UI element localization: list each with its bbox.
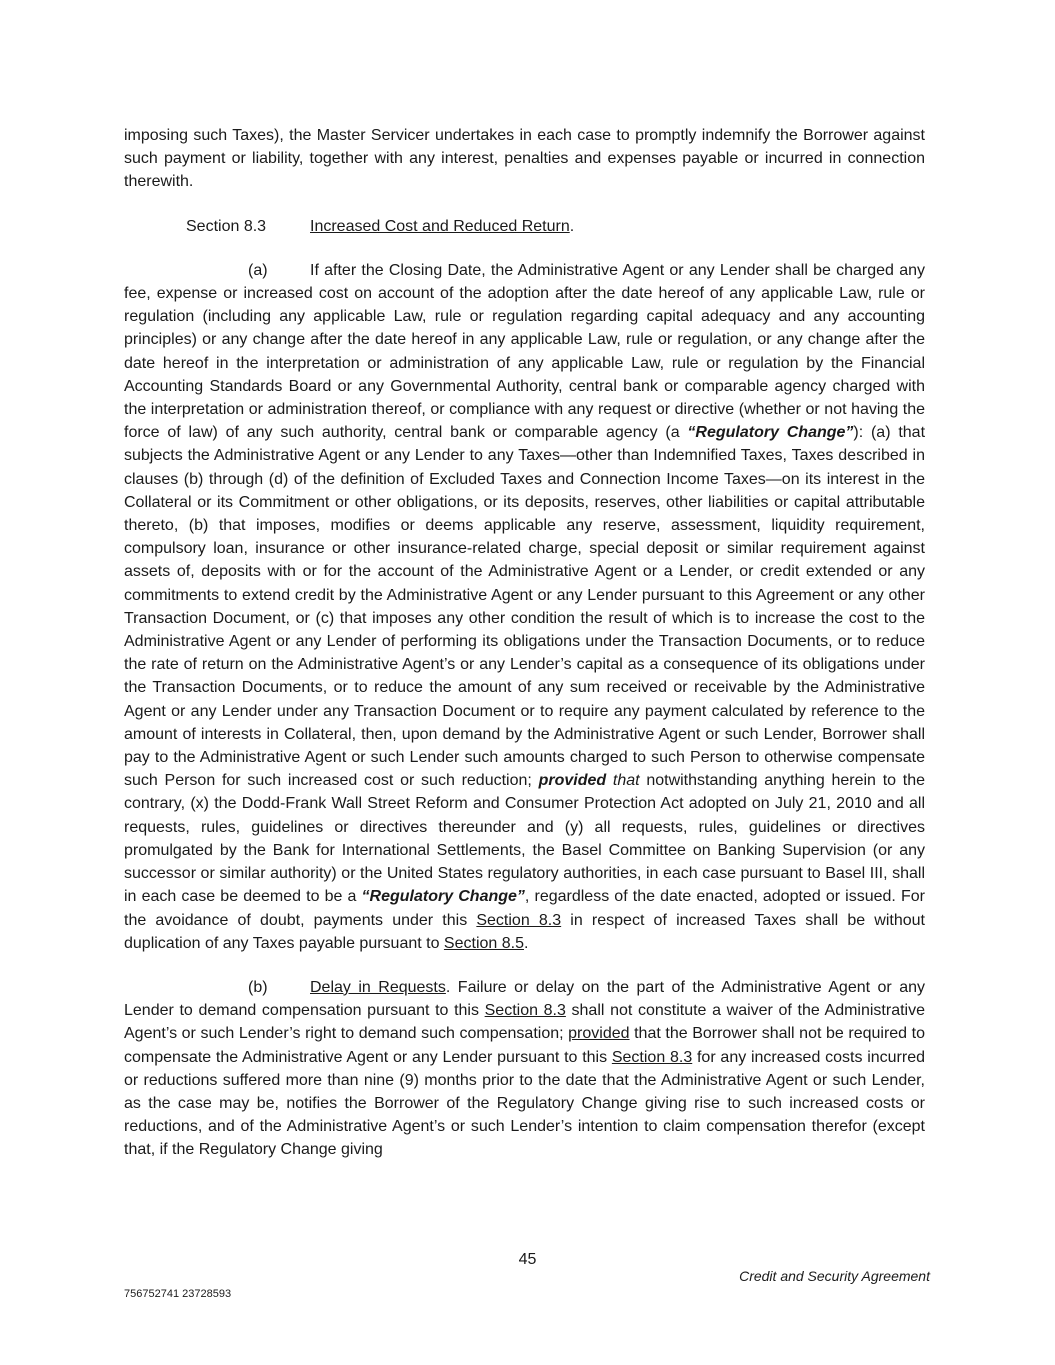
paragraph-b-text-2: shall not constitute a waiver of the Administrative Agent’s or such Lender’s right to demand such compensation; <box>124 1002 925 1043</box>
paragraph-b-label: (b) <box>248 978 268 996</box>
document-id: 756752741 23728593 <box>124 1288 232 1300</box>
paragraph-a <box>124 259 925 955</box>
section-reference-link[interactable]: Section 8.5 <box>443 934 524 952</box>
paragraph-a-text-3: notwithstanding anything herein to the contrary, (x) the Dodd-Frank Wall Street Reform and Consumer Protection Act adopted on July 21, 2010 and all requests, rules, guidelines or directives thereunder and (y) all requests, rules, guidelines or directives promulgated by the Bank for International Settlements, the Basel Committee on Banking Supervision (or any successor or similar authority) or the United States regulatory authorities, in each case pursuant to Basel III, shall in each case be deemed to be a <box>124 772 926 906</box>
footer-document-title: Credit and Security Agreement <box>739 1268 930 1284</box>
paragraph-a-label: (a) <box>248 261 268 279</box>
intro-paragraph: imposing such Taxes), the Master Servicer undertakes in each case to promptly indemnify the Borrower against such payment or liability, together with any interest, penalties and expenses payable or incurred in connection therewith. <box>124 127 925 191</box>
section-title: Increased Cost and Reduced Return <box>310 217 570 235</box>
paragraph-b-text-3: that the Borrower shall not be required to compensate the Administrative Agent or any Lender pursuant to this <box>124 1025 926 1066</box>
paragraph-b-text-4: for any increased costs incurred or reductions suffered more than nine (9) months prior to the date that the Administrative Agent or such Lender, as the case may be, notifies the Borrower of the Regulatory Change giving rise to such increased costs or reductions, and of the Administrative Agent’s or such Lender’s intention to claim compensation therefor (except that, if the Regulatory Change giving <box>124 1048 926 1159</box>
provided-term: provided <box>538 772 607 790</box>
paragraph-a-text-1: If after the Closing Date, the Administrative Agent or any Lender shall be charged any fee, expense or increased cost on account of the adoption after the date hereof of any applicable Law, rule or regulation (including any applicable Law, rule or regulation regarding capital adequacy and any accounting principles) or any change after the date hereof in any applicable Law, rule or regulation, or any change after the date hereof in the interpretation or administration of any applicable Law, rule or regulation by the Financial Accounting Standards Board or any Governmental Authority, central bank or comparable agency charged with the interpretation or administration thereof, or compliance with any request or directive (whether or not having the force of law) of any such authority, central bank or comparable agency (a <box>124 261 925 442</box>
section-reference-link[interactable]: Section 8.3 <box>484 1002 566 1020</box>
paragraph-a-text-6: . <box>523 934 529 952</box>
section-reference-link[interactable]: Section 8.3 <box>476 911 562 929</box>
document-body <box>124 124 925 1162</box>
provided-term: provided <box>568 1025 630 1043</box>
defined-term-regulatory-change-2: “Regulatory Change” <box>361 888 525 906</box>
paragraph-b <box>124 976 925 1162</box>
section-title-period: . <box>569 217 575 235</box>
that-term: that <box>606 772 640 790</box>
section-heading <box>124 215 925 238</box>
page-number: 45 <box>518 1251 537 1268</box>
section-reference-link[interactable]: Section 8.3 <box>611 1048 693 1066</box>
defined-term-regulatory-change: “Regulatory Change” <box>687 424 854 442</box>
section-number: Section 8.3 <box>186 217 267 235</box>
paragraph-b-heading: Delay in Requests <box>310 978 446 996</box>
paragraph-a-text-2: ): (a) that subjects the Administrative Agent or any Lender to any Taxes—other than Indemnified Taxes, Taxes described in clauses (b) through (d) of the definition of Excluded Taxes and Connection Income Taxes—on its interest in the Collateral or its Commitment or other obligations, or its deposits, reserves, other liabilities or capital attributable thereto, (b) that imposes, modifies or deems applicable any reserve, assessment, liquidity requirement, compulsory loan, insurance or other insurance-related charge, special deposit or similar requirement against assets of, deposits with or for the account of the Administrative Agent or a Lender, or credit extended or any commitments to extend credit by the Administrative Agent or any Lender pursuant to this Agreement or any other Transaction Document, or (c) that imposes any other condition the result of which is to increase the cost to the Administrative Agent or any Lender of performing its obligations under the Transaction Documents, or to reduce the rate of return on the Administrative Agent’s or any Lender’s capital as a consequence of its obligations under the Transaction Documents, or to reduce the amount of any sum received or receivable by the Administrative Agent or any Lender under any Transaction Document or to require any payment calculated by reference to the amount of interests in Collateral, then, upon demand by the Administrative Agent or such Lender, Borrower shall pay to the Administrative Agent or such Lender such amounts charged to such Person to otherwise compensate such Person for such increased cost or such reduction; <box>124 424 926 790</box>
paragraph-b-text-1: . Failure or delay on the part of the Administrative Agent or any Lender to demand compensation pursuant to this <box>124 978 926 1020</box>
paragraph-a-text-4: , regardless of the date enacted, adopted or issued. For the avoidance of doubt, payments under this <box>124 888 926 929</box>
paragraph-a-text-5: in respect of increased Taxes shall be without duplication of any Taxes payable pursuant to <box>124 911 925 952</box>
